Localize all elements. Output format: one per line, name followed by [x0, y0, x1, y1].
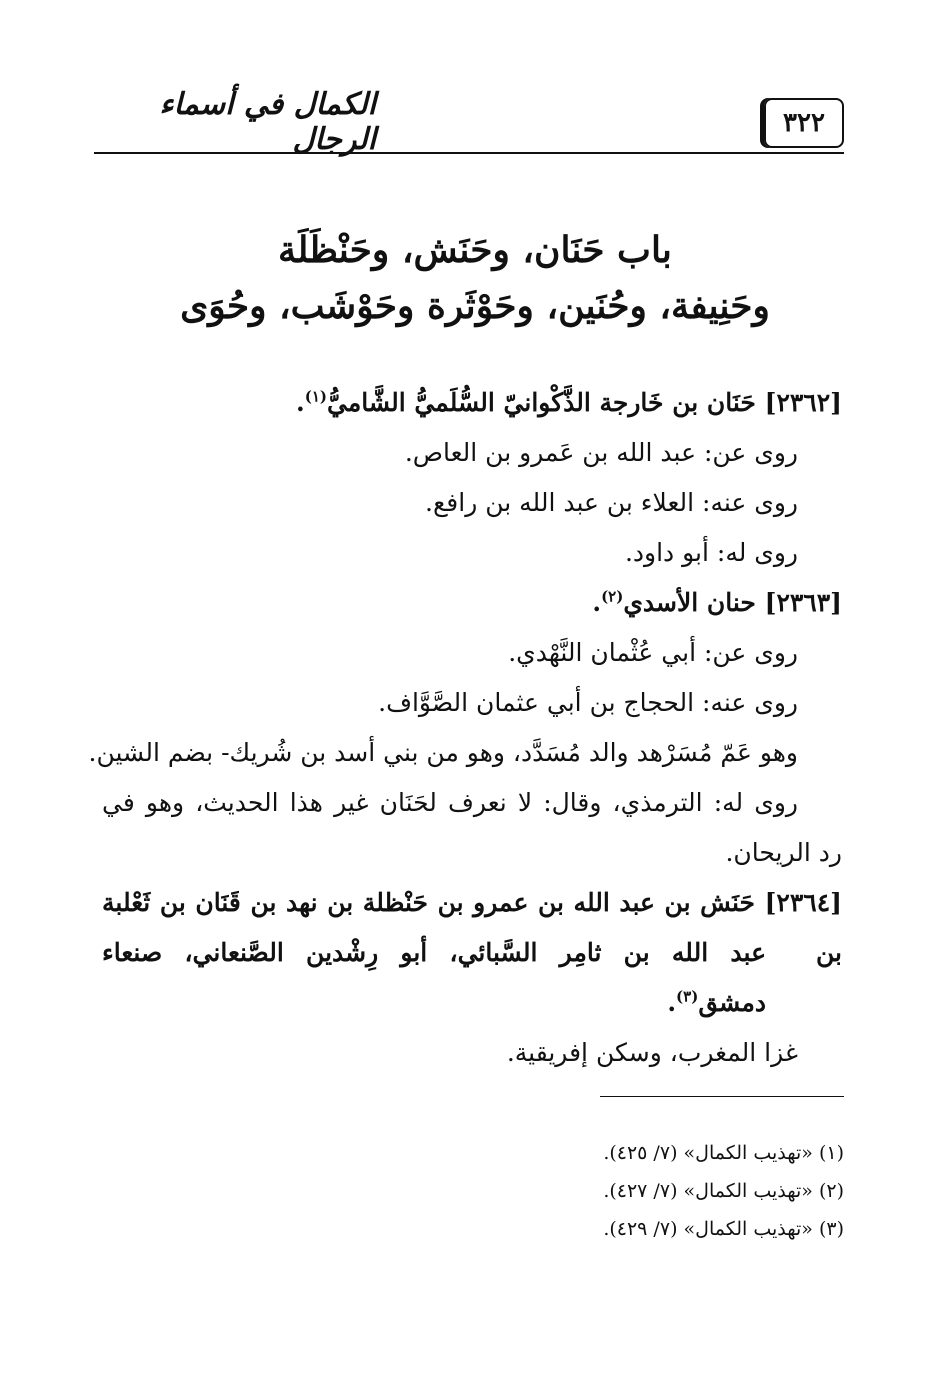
page-header: [94, 87, 844, 157]
note-line: وهو عَمّ مُسَرْهد والد مُسَدَّد، وهو من بني أسد بن شُريك- بضم الشين.: [88, 738, 798, 767]
entry-name-part1: حَنَش بن عبد الله بن عمرو بن حَنْظلة بن نهد بن قَنَان بن ثَعْلبة بن: [102, 888, 842, 967]
chapter-title: [100, 222, 850, 334]
footnote-ref: (١): [304, 387, 327, 406]
entry-name: حنان الأسدي: [623, 588, 756, 617]
entry-name: حَنَان بن خَارجة الذَّكْوانيّ السُّلَميُّ الشَّاميُّ: [327, 388, 756, 417]
footnote-ref: (٣): [676, 987, 699, 1006]
footnote-2: (٢) «تهذيب الكمال» (٧/ ٤٢٧).: [603, 1180, 844, 1202]
entry-heading-continuation: عبد الله بن ثامِر السَّبائي، أبو رِشْدين الصَّنعاني، صنعاء: [102, 938, 766, 967]
entry-number: [٢٣٦٣]: [764, 588, 842, 617]
footnotes: [444, 1134, 844, 1248]
narration-line: غزا المغرب، وسكن إفريقية.: [506, 1038, 798, 1067]
narration-line: روى عنه: العلاء بن عبد الله بن رافع.: [425, 488, 798, 517]
running-title: الكمال في أسماء الرجال: [159, 87, 376, 157]
footnote-3: (٣) «تهذيب الكمال» (٧/ ٤٢٩).: [603, 1218, 844, 1240]
narration-line: روى عن: عبد الله بن عَمرو بن العاص.: [404, 438, 798, 467]
header-rule: [94, 152, 844, 154]
entry-heading-continuation: دمشق$^{(٣)}$.: [667, 987, 766, 1017]
entry-number: [٢٣٦٢]: [764, 388, 842, 417]
note-line: رد الريحان.: [725, 838, 842, 867]
page-number: ٣٢٢: [764, 98, 844, 148]
entry-number: [٢٣٦٤]: [764, 888, 842, 917]
page-body: [88, 378, 842, 1078]
entry-heading-2363: [٢٣٦٣] حنان الأسدي$^{(٢)}$.: [592, 587, 842, 617]
entry-name-part3: دمشق: [698, 988, 766, 1017]
narration-line: روى عن: أبي عُثْمان النَّهْدي.: [508, 638, 798, 667]
narration-line: روى له: أبو داود.: [624, 538, 798, 567]
narration-line: روى عنه: الحجاج بن أبي عثمان الصَّوَّاف.: [378, 688, 798, 717]
chapter-title-line1: باب حَنَان، وحَنَش، وحَنْظَلَة: [278, 229, 672, 271]
footnote-separator: [600, 1096, 844, 1097]
note-line: روى له: الترمذي، وقال: لا نعرف لحَنَان غير هذا الحديث، وهو في: [102, 788, 798, 817]
footnote-ref: (٢): [601, 587, 624, 606]
chapter-title-line2: وحَنِيفة، وحُنَين، وحَوْثَرة وحَوْشَب، وحُوَى: [180, 285, 770, 327]
entry-heading-2362: [٢٣٦٢] حَنَان بن خَارجة الذَّكْوانيّ السُّلَميُّ الشَّاميُّ$^{(١)}$.: [296, 387, 842, 417]
footnote-1: (١) «تهذيب الكمال» (٧/ ٤٢٥).: [603, 1142, 844, 1164]
